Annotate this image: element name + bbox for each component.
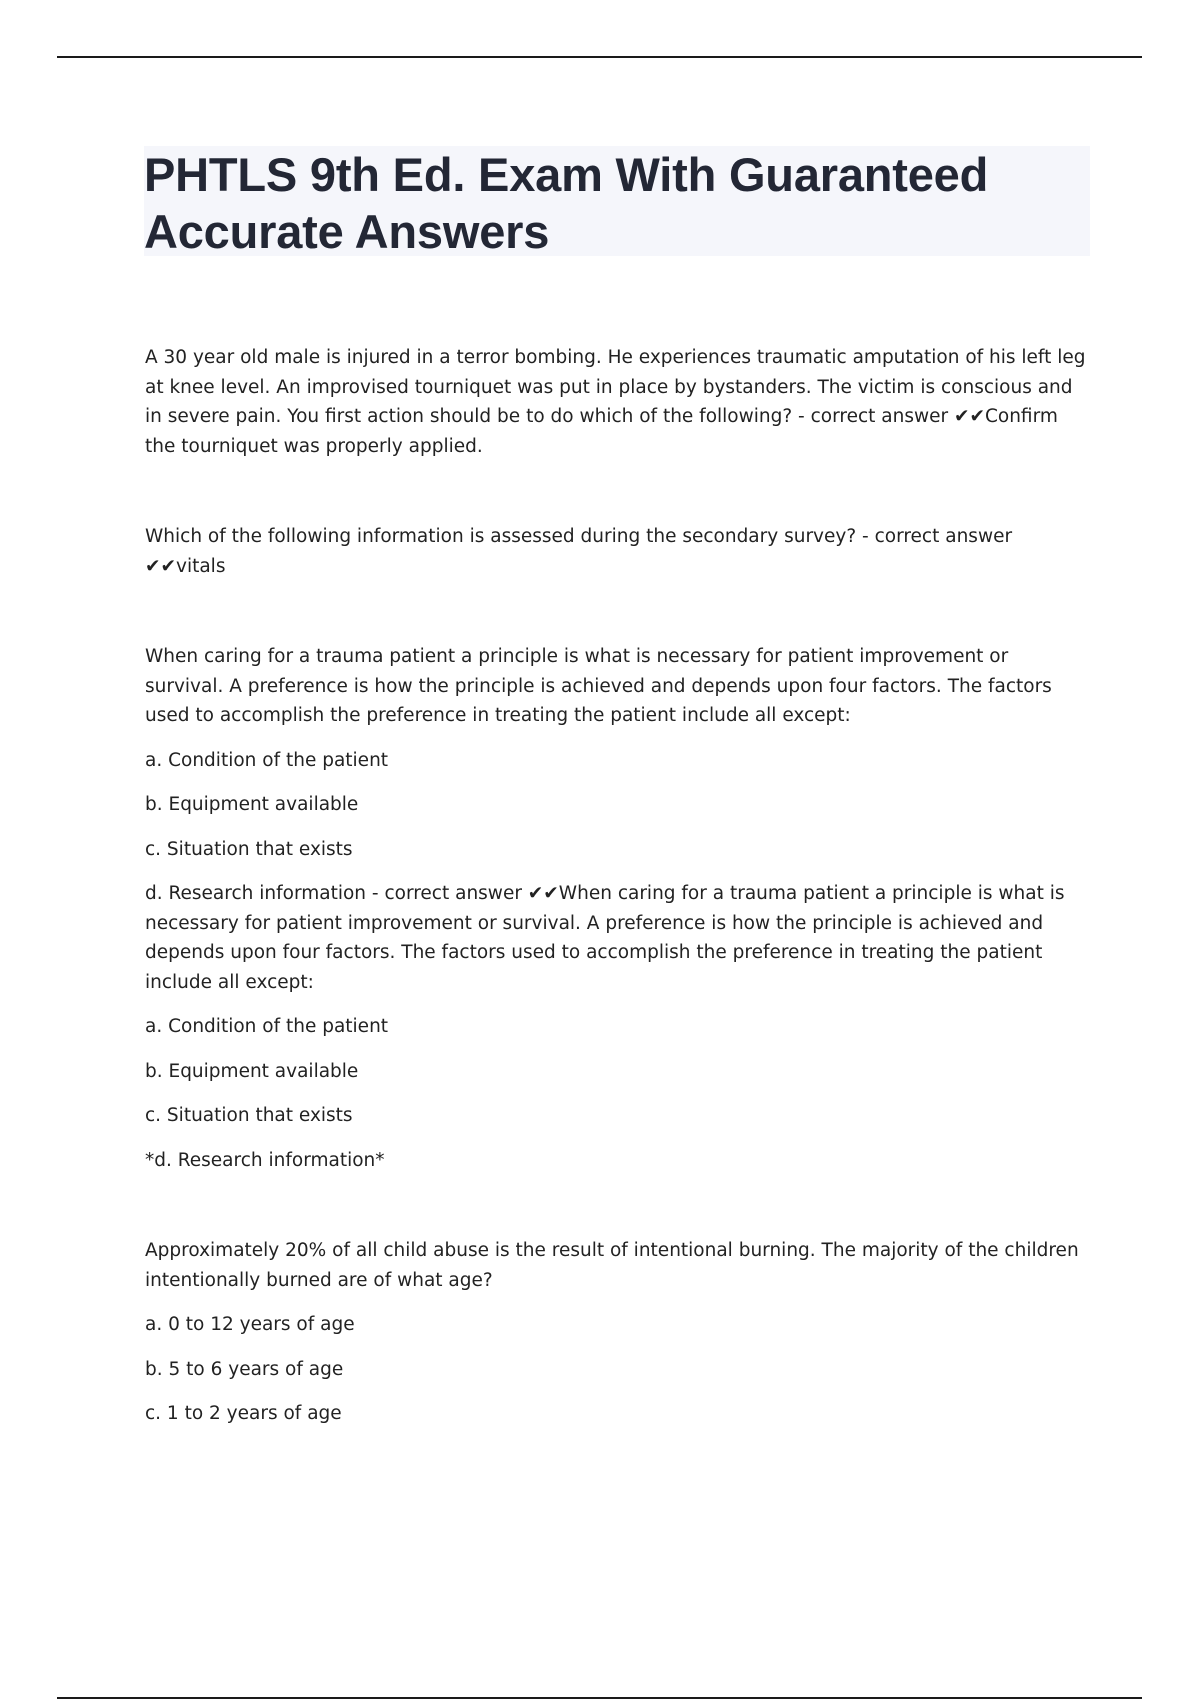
question-1: A 30 year old male is injured in a terror bombing. He experiences traumatic amputation of his left leg at knee level. An improvised tourniquet was put in place by bystanders. The victim is conscious and in severe pain. You first action should be to do which of the following? - correct answer ✔✔Confirm the tourniquet was properly applied. (145, 347, 1086, 457)
question-4-option: c. 1 to 2 years of age (145, 1403, 342, 1424)
question-3: When caring for a trauma patient a principle is what is necessary for patient improvement or survival. A preference is how the principle is achieved and depends upon four factors. The factors used to accomplish the preference in treating the patient include all except: (145, 646, 1052, 726)
page-title: PHTLS 9th Ed. Exam With Guaranteed Accurate Answers (144, 148, 989, 258)
question-2: Which of the following information is assessed during the secondary survey? - correct answer ✔✔vitals (145, 526, 1013, 577)
paragraph-gap (145, 461, 1090, 522)
question-3-option: a. Condition of the patient (145, 1016, 389, 1037)
paragraph-gap (145, 581, 1090, 642)
question-3-option: b. Equipment available (145, 794, 359, 815)
question-4-option: b. 5 to 6 years of age (145, 1358, 344, 1380)
title-banner (144, 146, 1090, 256)
bottom-divider (57, 1697, 1142, 1699)
question-3-option: d. Research information - correct answer ✔✔When caring for a trauma patient a principle is what is necessary for patient improvement or survival. A preference is how the principle is achieved and depends upon four factors. The factors used to accomplish the preference in treating the patient include all except: (145, 883, 1065, 993)
question-4: Approximately 20% of all child abuse is the result of intentional burning. The majority of the children intentionally burned are of what age? (145, 1240, 1079, 1291)
question-4-option: a. 0 to 12 years of age (145, 1314, 355, 1335)
question-3-option: b. Equipment available (145, 1060, 359, 1082)
top-divider (57, 56, 1142, 58)
question-3-option: c. Situation that exists (145, 1105, 353, 1126)
paragraph-gap (145, 1175, 1090, 1236)
question-3-correct-option: *d. Research information* (145, 1149, 385, 1171)
question-3-option: a. Condition of the patient (145, 749, 389, 771)
document-body (145, 343, 1090, 1429)
question-3-option: c. Situation that exists (145, 838, 353, 860)
